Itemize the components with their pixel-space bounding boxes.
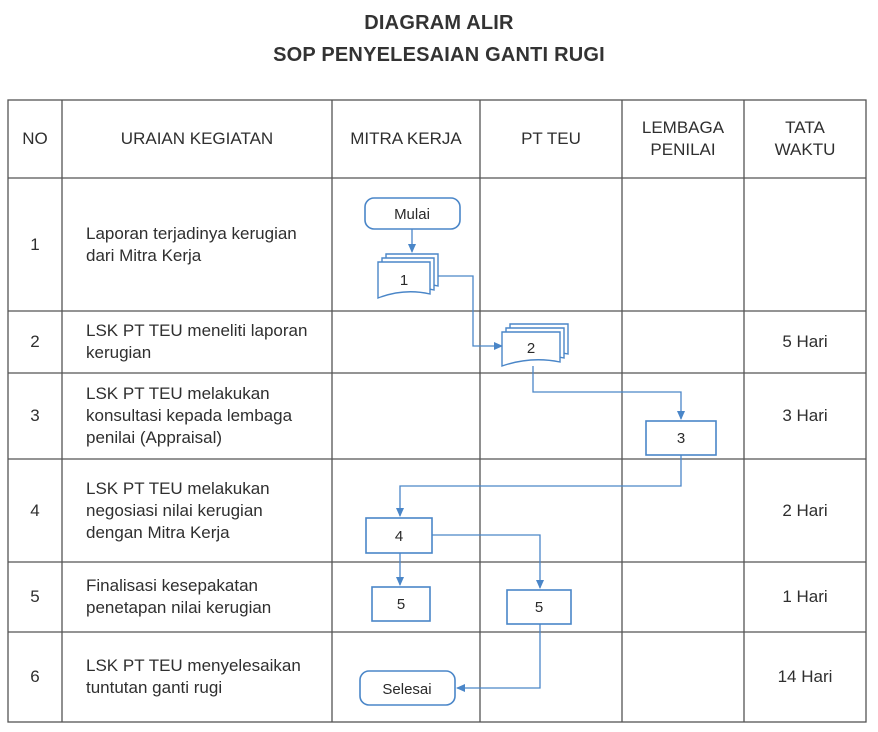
row-6-no: 6 bbox=[30, 667, 40, 686]
start-terminator bbox=[365, 198, 460, 229]
row-3-time: 3 Hari bbox=[782, 406, 828, 425]
row-4-time: 2 Hari bbox=[782, 500, 828, 520]
header-lembaga-penilai: LEMBAGA PENILAI bbox=[641, 118, 725, 159]
diagram-title: DIAGRAM ALIR bbox=[364, 12, 514, 34]
process-5-mitra bbox=[372, 587, 430, 621]
row-6-desc: LSK PT TEU menyelesaikan tuntutan ganti rugi bbox=[86, 656, 301, 697]
document-1-label: 1 bbox=[399, 272, 409, 289]
end-label: Selesai bbox=[382, 681, 432, 698]
header-pt-teu: PT TEU bbox=[521, 129, 581, 148]
connector-p3-p4 bbox=[400, 455, 681, 516]
row-5-time: 1 Hari bbox=[782, 587, 828, 606]
row-3-desc: LSK PT TEU melakukan konsultasi kepada lembaga penilai (Appraisal) bbox=[86, 384, 293, 447]
row-2-desc: LSK PT TEU meneliti laporan kerugian bbox=[86, 321, 308, 362]
row-6-time: 14 Hari bbox=[777, 667, 833, 686]
header-uraian-kegiatan: URAIAN KEGIATAN bbox=[120, 129, 274, 148]
end-terminator bbox=[360, 671, 455, 705]
row-5-desc: Finalisasi kesepakatan penetapan nilai kerugian bbox=[86, 576, 272, 617]
process-5-ptteu bbox=[507, 590, 571, 624]
header-mitra-kerja: MITRA KERJA bbox=[350, 129, 462, 148]
document-1 bbox=[378, 254, 438, 298]
start-label: Mulai bbox=[394, 206, 430, 223]
document-2-label: 2 bbox=[526, 340, 536, 357]
connector-p5b-end bbox=[457, 624, 540, 688]
header-no: NO bbox=[22, 129, 48, 148]
process-3-label: 3 bbox=[676, 430, 686, 447]
row-1-no: 1 bbox=[30, 234, 40, 254]
row-2-no: 2 bbox=[30, 332, 40, 351]
process-4-label: 4 bbox=[394, 528, 404, 545]
header-tata-waktu: TATA WAKTU bbox=[774, 118, 836, 159]
row-1-desc: Laporan terjadinya kerugian dari Mitra Kerja bbox=[86, 223, 297, 265]
row-5-no: 5 bbox=[30, 587, 40, 606]
row-4-desc: LSK PT TEU melakukan negosiasi nilai kerugian dengan Mitra Kerja bbox=[86, 478, 270, 542]
row-2-time: 5 Hari bbox=[782, 332, 828, 351]
row-1-time bbox=[744, 178, 866, 311]
process-5-mitra-label: 5 bbox=[396, 596, 406, 613]
diagram-subtitle: SOP PENYELESAIAN GANTI RUGI bbox=[273, 44, 605, 66]
row-3-no: 3 bbox=[30, 406, 40, 425]
document-2 bbox=[502, 324, 568, 366]
process-4 bbox=[366, 518, 432, 553]
row-4-no: 4 bbox=[30, 500, 40, 520]
process-3 bbox=[646, 421, 716, 455]
connector-doc2-p3 bbox=[533, 366, 681, 419]
process-5-ptteu-label: 5 bbox=[534, 599, 544, 616]
